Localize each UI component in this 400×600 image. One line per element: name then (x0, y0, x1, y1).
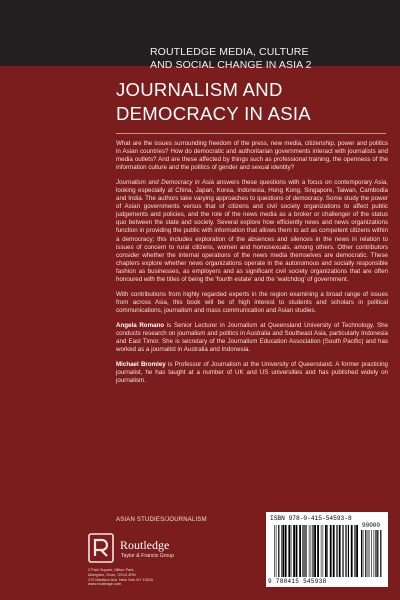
barcode-bar (302, 525, 303, 577)
blurb (116, 140, 388, 392)
barcode-bar (305, 525, 306, 577)
editor-bio-1-text: is Senior Lecturer in Journalism at Queensland University of Technology. She conducts research on journalism and politics in Australia and Southeast Asia, particularly Indonesia and East Timor. She is secretary of the Journalism Education Association (South Pacific) and has worked as a journalist in Australia and Indonesia. (116, 321, 388, 354)
barcode-addon-bars (361, 530, 383, 577)
editor-name-1: Angela Romano (116, 321, 165, 329)
barcode-bar (327, 525, 328, 577)
address-line: 2 Park Square, Milton Park, (88, 568, 135, 572)
barcode-digits: 9 780415 545938 (268, 578, 327, 585)
barcode-bar (333, 525, 335, 577)
barcode-bar (345, 525, 346, 577)
barcode-bar (321, 525, 322, 577)
barcode-bar (368, 530, 369, 577)
barcode-bar (356, 525, 358, 577)
publisher-name: Routledge (120, 538, 170, 552)
address-line: Abingdon, Oxon, OX14 4RN (88, 572, 136, 577)
barcode-bar (303, 525, 304, 577)
barcode-bar (306, 525, 307, 577)
barcode-bar (377, 530, 378, 577)
barcode-bar (296, 525, 298, 577)
book-title (116, 78, 396, 126)
barcode-bar (354, 525, 355, 577)
publisher-group: Taylor & Francis Group (121, 553, 175, 559)
barcode-bar (282, 525, 284, 577)
barcode-bar (311, 525, 312, 577)
series-title-line-2: AND SOCIAL CHANGE IN ASIA 2 (150, 59, 312, 71)
blurb-paragraph-1: What are the issues surrounding freedom of the press, new media, citizenship, power and politics in Asian countries? How do democratic and authoritarian governments interact with journalists and media outlets? And are these affected by things such as professional training, the openness of the information culture and the politics of gender and sexual identity? (116, 140, 388, 172)
barcode-bar (336, 525, 337, 577)
barcode-bar (312, 525, 313, 577)
book-title-line-1: JOURNALISM AND (116, 79, 283, 100)
blurb-paragraph-2 (116, 179, 388, 284)
barcode-bar (291, 525, 292, 577)
barcode-bar (375, 530, 376, 577)
isbn-label: ISBN 978-0-415-54593-8 (270, 515, 352, 522)
barcode-bar (330, 525, 332, 577)
editor-bio-2 (116, 361, 388, 385)
barcode-bar (278, 525, 279, 577)
address-line: www.routledge.com (88, 582, 122, 587)
publisher-address (88, 568, 153, 587)
barcode-bar (299, 525, 301, 577)
title-divider (116, 133, 386, 134)
barcode-bar (374, 530, 375, 577)
barcode-bar (342, 525, 343, 577)
book-title-italic: Journalism and Democracy in Asia (116, 179, 214, 187)
barcode-bar (380, 530, 381, 577)
barcode-bars (274, 525, 358, 577)
barcode-bar (314, 525, 316, 577)
barcode-bar (369, 530, 370, 577)
editor-name-2: Michael Bromley (116, 361, 166, 369)
blurb-paragraph-2-text: answers these questions with a focus on contemporary Asia, looking especially at China, Japan, Korea, Indonesia, Hong Kong, Singapore, Taiwan, Cambodia and India. The authors take varying approaches to questions of democracy. Some study the power of Asian governments versus that of citizens and civil society organizations to affect public judgements and policies, and the role of the news media as a broker or challenger of the status quo between the state and society. Several explore how efficiently news and news organizations function in providing the public with information that allows them to act as competent citizens within a democracy; this includes exploration of the absences and silences in the news in relation to issues of concern to rural citizens, women and homosexuals, among others. Other contributors consider whether the internal operations of the news media themselves are democratic. These chapters explore whether news organizations operate in the autonomous and socially responsible fashion as businesses, as employers and as significant civil society organizations that are often honoured with the titles of being the ‘fourth estate’ and the ‘watchdog’ of government. (116, 179, 389, 283)
barcode-bar (293, 525, 295, 577)
barcode-bar (309, 525, 310, 577)
barcode-bar (317, 525, 319, 577)
barcode-bar (323, 525, 324, 577)
barcode-bar (288, 525, 290, 577)
barcode-bar (365, 530, 366, 577)
address-line: 270 Madison Ave, New York NY 10016 (88, 577, 154, 582)
editor-bio-1 (116, 322, 388, 354)
barcode-bar (339, 525, 341, 577)
subject-category: ASIAN STUDIES/JOURNALISM (116, 517, 207, 523)
barcode-bar (361, 530, 362, 577)
barcode-bar (274, 525, 275, 577)
barcode-bar (351, 525, 353, 577)
barcode-bar (348, 525, 349, 577)
price-code: 90000 (362, 522, 381, 529)
blurb-paragraph-3: With contributions from highly regarded experts in the region examining a broad range of issues from across Asia, this book will be of high interest to students and scholars in political communications, journalism and mass communication and Asian studies. (116, 290, 388, 314)
barcode-bar (371, 530, 372, 577)
barcode-bar (276, 525, 277, 577)
series-title-line-1: ROUTLEDGE MEDIA, CULTURE (150, 46, 309, 58)
routledge-logo-icon (87, 532, 115, 564)
barcode-bar (363, 530, 364, 577)
barcode-box (266, 512, 388, 587)
barcode-bar (325, 525, 327, 577)
barcode-bar (285, 525, 287, 577)
book-title-line-2: DEMOCRACY IN ASIA (116, 103, 311, 124)
editor-bio-2-text: is Professor of Journalism at the University of Queensland. A former practicing journalist, he has taught at a number of UK and US universities and has published widely on journalism. (116, 361, 388, 385)
series-title (150, 46, 390, 72)
barcode-bar (281, 525, 282, 577)
